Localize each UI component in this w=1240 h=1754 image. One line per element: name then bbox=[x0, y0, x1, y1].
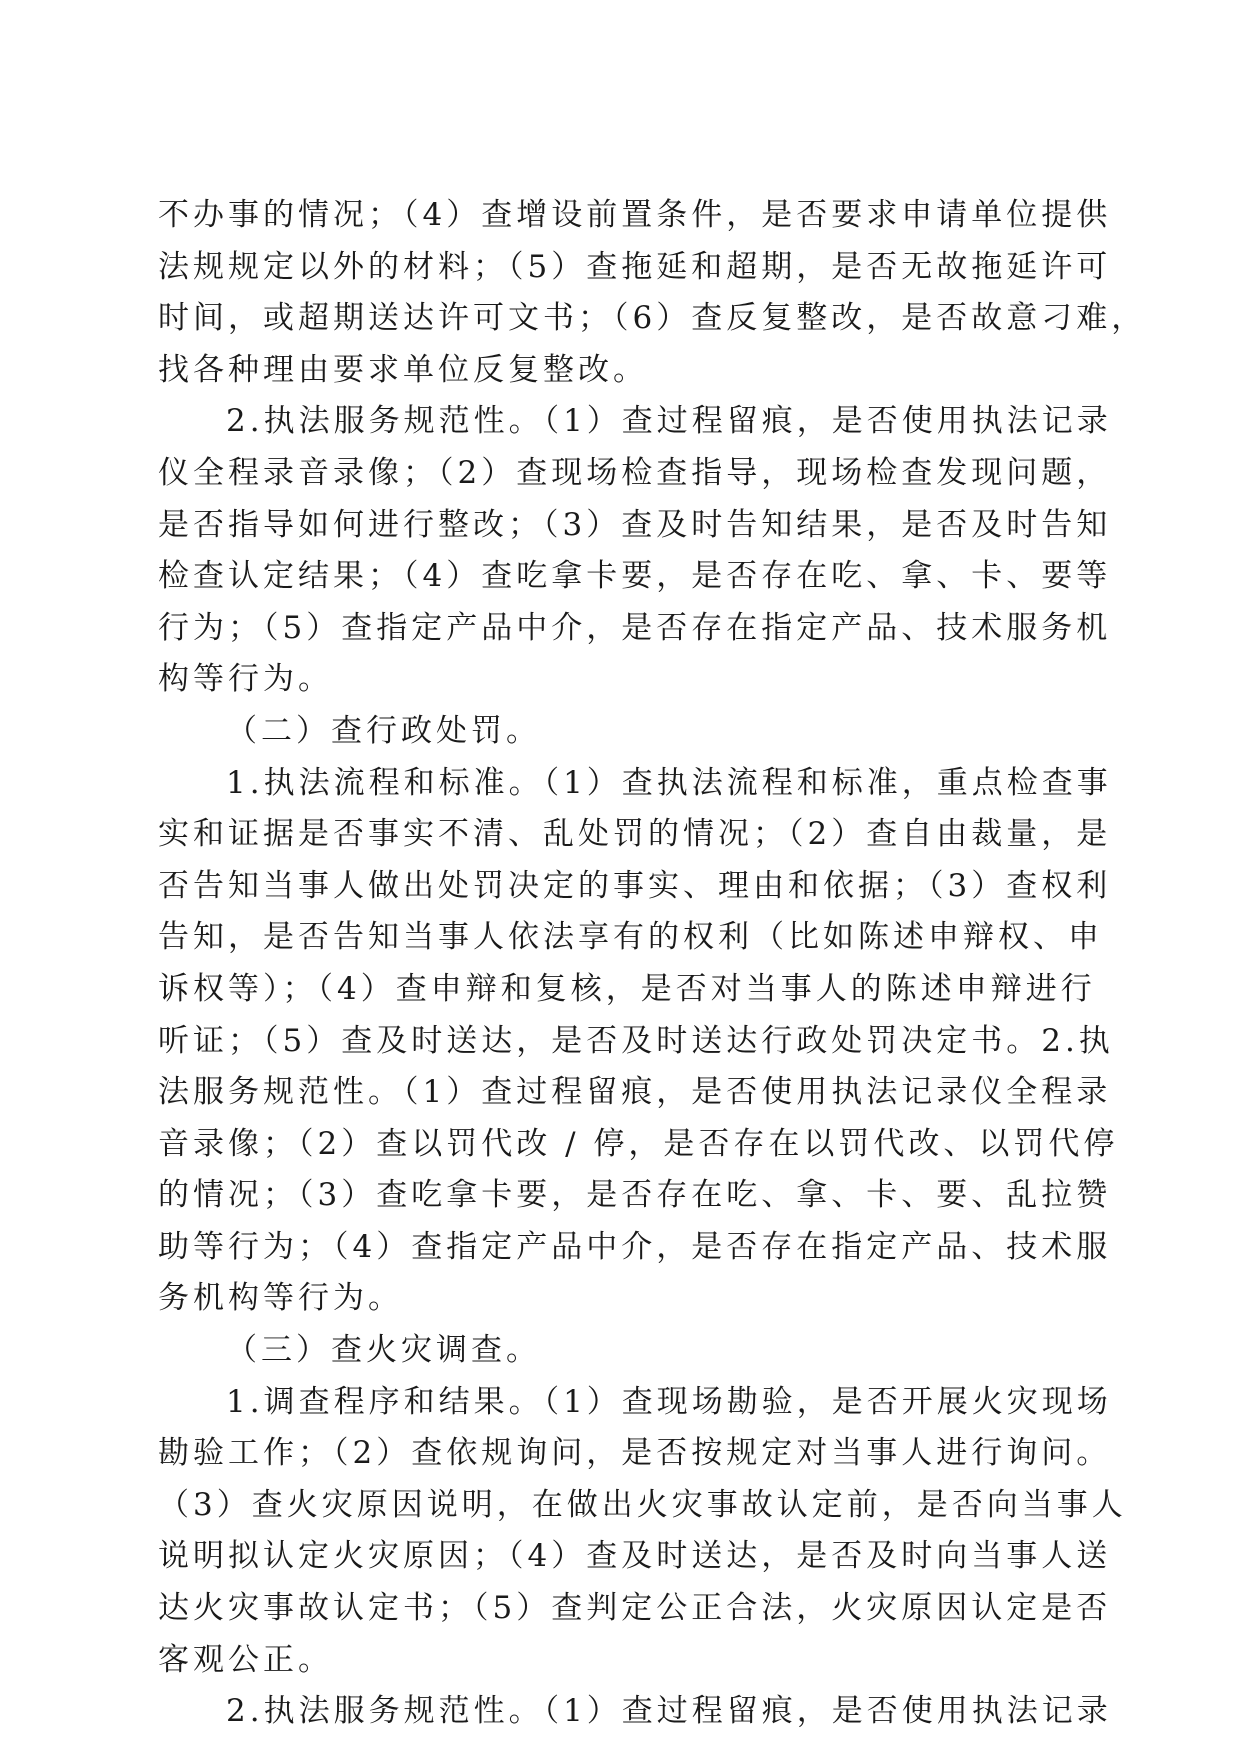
text-line: 构等行为。 bbox=[158, 661, 333, 698]
section-heading-fire-investigation: （三）查火灾调查。 bbox=[226, 1332, 541, 1369]
text-line: 达火灾事故认定书；（5）查判定公正合法，火灾原因认定是否 bbox=[158, 1590, 1112, 1627]
text-line: 不办事的情况；（4）查增设前置条件，是否要求申请单位提供 bbox=[158, 197, 1112, 233]
text-line: 的情况；（3）查吃拿卡要，是否存在吃、拿、卡、要、乱拉赞 bbox=[158, 1177, 1112, 1214]
text-line: 诉权等）；（4）查申辩和复核，是否对当事人的陈述申辩进行 bbox=[158, 970, 1096, 1007]
text-line: 务机构等行为。 bbox=[158, 1280, 403, 1317]
text-line: 行为；（5）查指定产品中介，是否存在指定产品、技术服务机 bbox=[158, 609, 1112, 646]
text-line: （3）查火灾原因说明，在做出火灾事故认定前，是否向当事人 bbox=[158, 1486, 1127, 1523]
text-line: 说明拟认定火灾原因；（4）查及时送达，是否及时向当事人送 bbox=[158, 1538, 1112, 1575]
text-line: 是否指导如何进行整改；（3）查及时告知结果，是否及时告知 bbox=[158, 506, 1112, 543]
text-line: 勘验工作；（2）查依规询问，是否按规定对当事人进行询问。 bbox=[158, 1435, 1112, 1472]
paragraph-start-line: 1.执法流程和标准。（1）查执法流程和标准，重点检查事 bbox=[226, 764, 1112, 801]
text-line: 助等行为；（4）查指定产品中介，是否存在指定产品、技术服 bbox=[158, 1228, 1112, 1265]
text-line: 音录像；（2）查以罚代改 / 停，是否存在以罚代改、以罚代停 bbox=[158, 1125, 1119, 1162]
text-line: 否告知当事人做出处罚决定的事实、理由和依据；（3）查权利 bbox=[158, 867, 1112, 904]
text-line: 听证；（5）查及时送达，是否及时送达行政处罚决定书。2.执 bbox=[158, 1022, 1114, 1059]
text-line: 法规规定以外的材料；（5）查拖延和超期，是否无故拖延许可 bbox=[158, 248, 1112, 285]
document-page bbox=[158, 190, 1147, 1738]
paragraph-start-line: 1.调查程序和结果。（1）查现场勘验，是否开展火灾现场 bbox=[226, 1383, 1112, 1420]
text-line: 实和证据是否事实不清、乱处罚的情况；（2）查自由裁量，是 bbox=[158, 816, 1112, 853]
paragraph-start-line: 2.执法服务规范性。（1）查过程留痕，是否使用执法记录 bbox=[226, 403, 1112, 440]
text-line: 找各种理由要求单位反复整改。 bbox=[158, 351, 648, 388]
text-line: 法服务规范性。（1）查过程留痕，是否使用执法记录仪全程录 bbox=[158, 1074, 1112, 1111]
text-line: 仪全程录音录像；（2）查现场检查指导，现场检查发现问题， bbox=[158, 454, 1112, 491]
text-line: 告知，是否告知当事人依法享有的权利（比如陈述申辩权、申 bbox=[158, 919, 1103, 956]
paragraph-start-line: 2.执法服务规范性。（1）查过程留痕，是否使用执法记录 bbox=[226, 1693, 1112, 1730]
section-heading-administrative-penalty: （二）查行政处罚。 bbox=[226, 712, 541, 749]
text-line: 时间，或超期送达许可文书；（6）查反复整改，是否故意刁难， bbox=[158, 300, 1147, 337]
text-line: 检查认定结果；（4）查吃拿卡要，是否存在吃、拿、卡、要等 bbox=[158, 558, 1112, 595]
text-line: 客观公正。 bbox=[158, 1641, 333, 1678]
